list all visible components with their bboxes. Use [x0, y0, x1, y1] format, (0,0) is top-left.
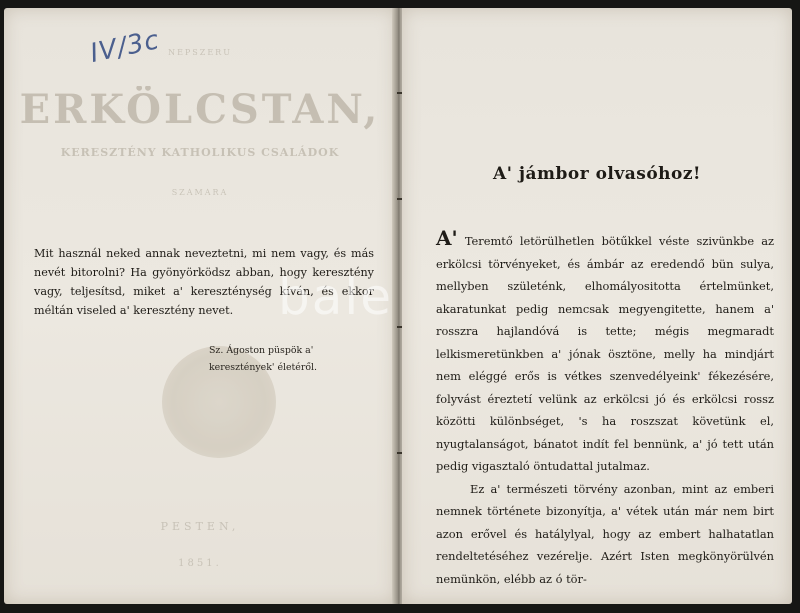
epigraph-quote: Mit használ neked annak neveztetni, mi nem vagy, és más nevét bitorolni? Ha gyönyörködsz abban, hogy keresztény vagy, teljesítsd, miket a' kereszténység kíván, és ekkor méltán viseled a' keresztény nevet. — [34, 247, 374, 317]
ghost-city: PESTEN, — [160, 520, 240, 533]
ghost-subtitle: KERESZTÉNY KATHOLIKUS CSALÁDOK — [60, 146, 340, 159]
paragraph-2: Ez a' természeti törvény azonban, mint az emberi nemnek története bizonyítja, a' vétek után már nem birt azon erővel és hatálylyal, hogy az embert halhatatlan rendeltetéséhez vezérelje. Azért Isten megkönyörülvén nemünkön, elébb az ó tör- — [436, 481, 774, 586]
ghost-subtitle2: SZÁMÁRA — [171, 188, 229, 197]
ghost-title: ERKÖLCSTAN, — [19, 86, 381, 133]
epigraph-source: Sz. Ágoston püspök a' keresztények' életéről. — [209, 345, 317, 373]
preface-heading: A' jámbor olvasóhoz! — [493, 164, 701, 184]
ghost-year: 1851. — [178, 558, 222, 569]
right-page — [402, 8, 792, 604]
ghost-small-heading: NÉPSZERŰ — [168, 48, 232, 57]
handwritten-note: IV/3c — [87, 25, 163, 69]
watermark: bale — [278, 268, 394, 326]
preface-body — [436, 226, 775, 590]
drop-cap: A' — [436, 226, 458, 250]
paragraph-1 — [436, 226, 775, 478]
paragraph-1-text: Teremtő letörülhetlen bötűkkel véste szivünkbe az erkölcsi törvényeket, és ámbár az eredendő bün sulya, mellyben születénk, elhomályositotta értelmünket, akaratunkat pedig nemcsak megyengitette, hanem a' rosszra hajlandóvá is tette; mégis megmaradt lelkismeretünkben a' jónak ösztöne, melly ha mindjárt nem eléggé erős is vétkes szenvedélyeink' fékezésére, folyvást éreztetí velünk az erkölcsi jó és erkölcsi rossz közötti különbséget, 's ha roszszat követünk el, nyugtalanságot, bánatot indít fel bennünk, a' jó tett után pedig vigasztaló öntudattal jutalmaz. — [436, 234, 775, 473]
